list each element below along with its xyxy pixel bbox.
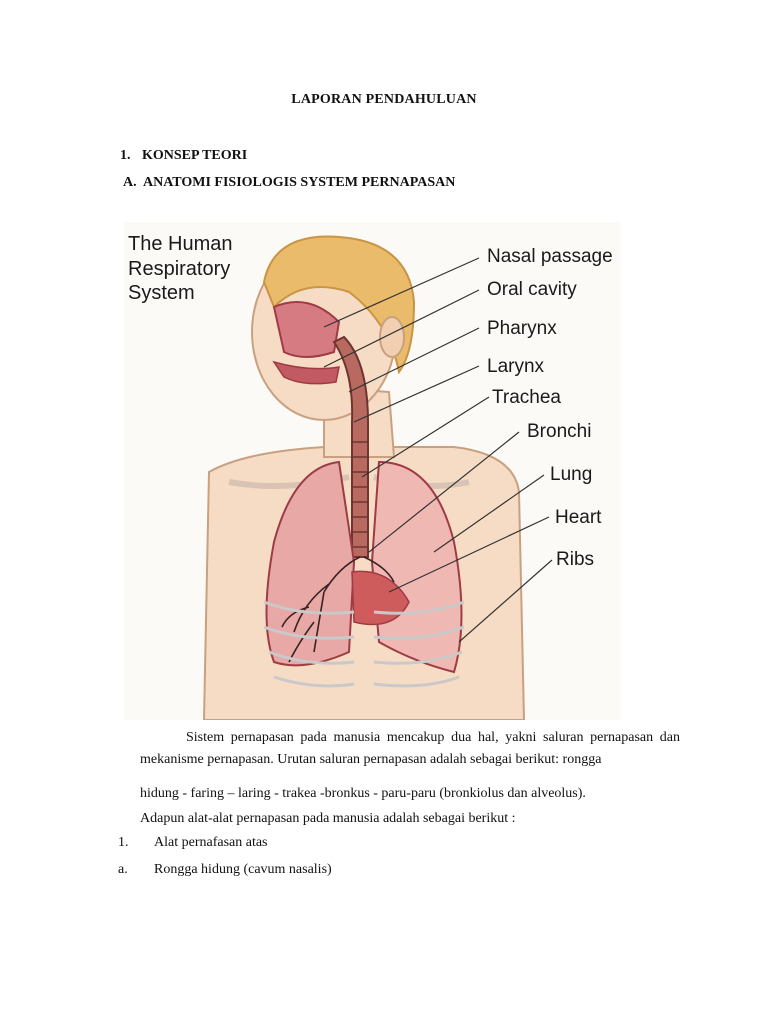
section-heading: [120, 148, 247, 164]
list-item: [118, 862, 332, 878]
list-item-number: a.: [118, 862, 128, 877]
figure-title-line-2: Respiratory: [128, 258, 231, 280]
respiratory-system-figure: [124, 222, 621, 720]
list-item-number: 1.: [118, 835, 129, 850]
subsection-label: ANATOMI FISIOLOGIS SYSTEM PERNAPASAN: [143, 175, 456, 190]
label-heart: Heart: [555, 507, 602, 528]
section-number: 1.: [120, 148, 131, 163]
label-ribs: Ribs: [556, 549, 595, 570]
label-pharynx: Pharynx: [487, 318, 557, 339]
label-trachea: Trachea: [492, 387, 561, 408]
paragraph-2: Adapun alat-alat pernapasan pada manusia adalah sebagai berikut :: [140, 811, 516, 826]
label-oral-cavity: Oral cavity: [487, 279, 577, 300]
section-label: KONSEP TEORI: [142, 148, 248, 163]
list-item: [118, 835, 268, 851]
label-bronchi: Bronchi: [527, 421, 592, 442]
label-lung: Lung: [550, 464, 593, 485]
list-item-label: Alat pernafasan atas: [154, 835, 268, 850]
subsection-number: A.: [123, 175, 137, 190]
figure-title-line-1: The Human: [128, 233, 233, 255]
subsection-heading: [123, 175, 455, 191]
label-nasal-passage: Nasal passage: [487, 246, 613, 267]
respiratory-illustration: [124, 222, 621, 720]
paragraph-1: Sistem pernapasan pada manusia mencakup dua hal, yakni saluran pernapasan dan mekanisme pernapasan. Urutan saluran pernapasan adalah sebagai berikut: rongga: [140, 730, 680, 767]
list-item-label: Rongga hidung (cavum nasalis): [154, 862, 332, 877]
paragraph-1-continuation: hidung - faring – laring - trakea -bronkus - paru-paru (bronkiolus dan alveolus).: [140, 786, 586, 801]
page-title: LAPORAN PENDAHULUAN: [291, 92, 477, 107]
label-larynx: Larynx: [487, 356, 545, 377]
figure-title-line-3: System: [128, 282, 195, 304]
